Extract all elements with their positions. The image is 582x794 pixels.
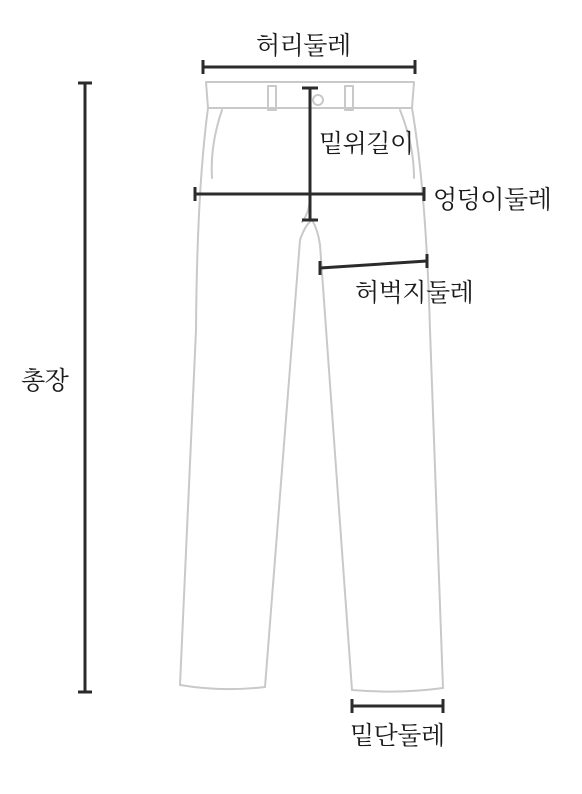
hem-label: 밑단둘레 bbox=[350, 721, 445, 750]
right-leg-hem bbox=[352, 688, 443, 692]
right-leg-inner bbox=[312, 220, 352, 690]
left-leg-inner bbox=[265, 220, 312, 687]
belt-loop-left bbox=[268, 86, 276, 110]
button-icon bbox=[313, 95, 323, 105]
pocket-left bbox=[212, 110, 222, 178]
rise-label: 밑위길이 bbox=[319, 129, 414, 158]
left-leg-hem bbox=[180, 685, 265, 689]
thigh-label: 허벅지둘레 bbox=[355, 278, 474, 307]
waist-label: 허리둘레 bbox=[256, 31, 351, 60]
total-length-label: 총장 bbox=[21, 366, 69, 395]
thigh-line bbox=[320, 261, 427, 268]
hip-label: 엉덩이둘레 bbox=[433, 185, 552, 214]
belt-loop-right bbox=[345, 86, 353, 110]
